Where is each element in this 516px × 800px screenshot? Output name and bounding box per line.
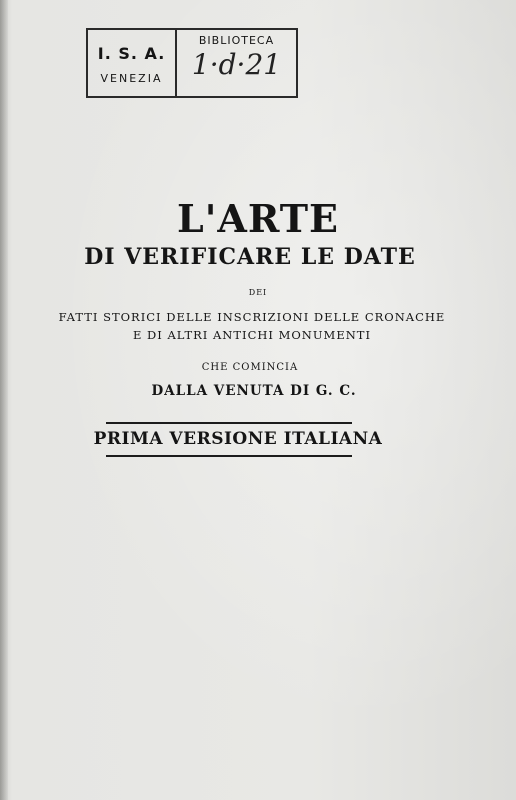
stamp-institution: I. S. A. bbox=[97, 44, 166, 63]
library-stamp bbox=[86, 28, 298, 98]
title-main: L'ARTE bbox=[177, 196, 339, 241]
title-venuta: DALLA VENUTA DI G. C. bbox=[151, 383, 357, 399]
stamp-institution-box bbox=[88, 30, 177, 96]
page-spine-shadow bbox=[0, 0, 8, 800]
stamp-library-label: BIBLIOTECA bbox=[198, 34, 275, 47]
title-line-2: E DI ALTRI ANTICHI MONUMENTI bbox=[132, 328, 371, 342]
rule-bottom bbox=[106, 455, 352, 457]
title-subtitle: DI VERIFICARE LE DATE bbox=[84, 244, 416, 270]
rule-top bbox=[106, 422, 352, 424]
title-dei: DEI bbox=[248, 288, 268, 297]
edition-statement: PRIMA VERSIONE ITALIANA bbox=[93, 429, 383, 449]
title-line-1: FATTI STORICI DELLE INSCRIZIONI DELLE CRONACHE bbox=[58, 310, 446, 324]
title-che-comincia: CHE COMINCIA bbox=[201, 362, 299, 373]
stamp-shelfmark: 1·d·21 bbox=[191, 48, 282, 81]
stamp-city: VENEZIA bbox=[100, 72, 163, 85]
stamp-library-box bbox=[177, 30, 296, 96]
